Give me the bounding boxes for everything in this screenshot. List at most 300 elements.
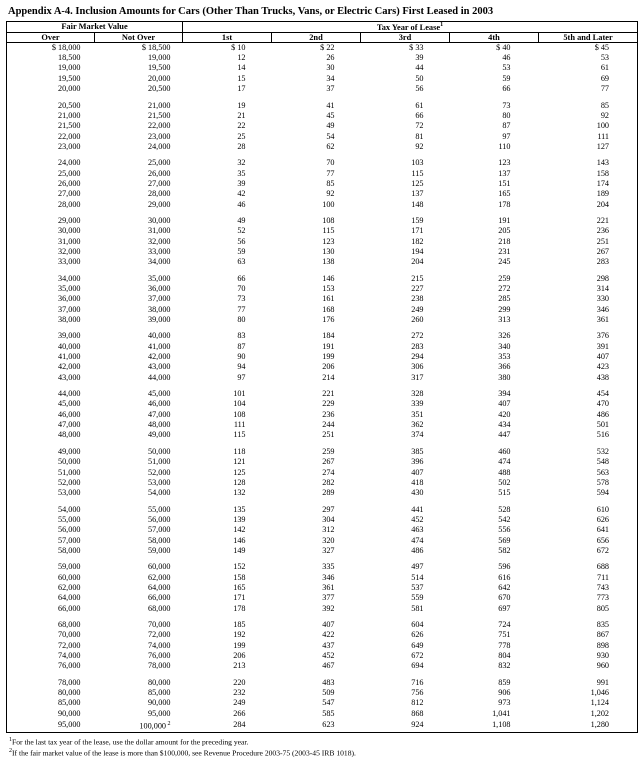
cell-year-4: 582: [498, 545, 511, 555]
cell-year-4: 137: [498, 168, 511, 178]
cell-over: 36,000: [7, 294, 95, 304]
footnote-2-marker: 2: [9, 748, 12, 755]
cell-year-1: 15: [237, 73, 246, 83]
cell-not-over: 45,000: [147, 389, 171, 399]
cell-year-2: 30: [326, 63, 335, 73]
cell-year-3: 272: [411, 331, 424, 341]
cell-year-3: 430: [411, 488, 424, 498]
header-over: Over: [7, 32, 95, 42]
cell-year-5: 283: [539, 257, 638, 267]
cell-year-4: 326: [498, 331, 511, 341]
table-row: [7, 274, 638, 284]
cell-year-1: 171: [233, 593, 246, 603]
cell-year-4: 447: [498, 430, 511, 440]
cell-year-4: 313: [498, 315, 511, 325]
cell-year-4: 231: [498, 246, 511, 256]
cell-not-over: 36,000: [147, 284, 171, 294]
cell-year-5: 361: [539, 315, 638, 325]
cell-over: 27,000: [7, 189, 95, 199]
cell-year-3: 559: [411, 593, 424, 603]
table-row: [7, 641, 638, 651]
cell-year-5: 298: [539, 274, 638, 284]
cell-year-5: 501: [539, 420, 638, 430]
cell-not-over: 49,000: [147, 430, 171, 440]
cell-year-5: 656: [539, 536, 638, 546]
cell-year-2: 161: [322, 294, 335, 304]
inclusion-amounts-table: [6, 21, 638, 733]
cell-year-2: 100: [322, 199, 335, 209]
cell-not-over: 78,000: [147, 661, 171, 671]
cell-year-3: $ 33: [409, 42, 424, 52]
cell-year-5: 610: [539, 505, 638, 515]
cell-not-over: 62,000: [147, 572, 171, 582]
cell-not-over: 66,000: [147, 593, 171, 603]
cell-year-5: 454: [539, 389, 638, 399]
cell-year-5: 1,202: [539, 709, 638, 719]
cell-year-1: 35: [237, 168, 246, 178]
cell-year-4: 859: [498, 677, 511, 687]
cell-not-over: $ 18,500: [141, 42, 171, 52]
table-row: [7, 410, 638, 420]
cell-over: 45,000: [7, 399, 95, 409]
cell-year-3: 537: [411, 582, 424, 592]
cell-year-3: 238: [411, 294, 424, 304]
cell-year-4: 474: [498, 457, 511, 467]
cell-not-over: 27,000: [147, 178, 171, 188]
cell-year-4: 46: [502, 53, 511, 63]
cell-year-4: 380: [498, 372, 511, 382]
cell-year-4: 80: [502, 110, 511, 120]
cell-year-2: 49: [326, 121, 335, 131]
table-body: [7, 42, 638, 732]
cell-year-3: 452: [411, 514, 424, 524]
table-row: [7, 525, 638, 535]
table-row: [7, 573, 638, 583]
cell-year-1: 232: [233, 688, 246, 698]
cell-year-2: 184: [322, 331, 335, 341]
cell-year-4: 515: [498, 488, 511, 498]
cell-year-3: 716: [411, 677, 424, 687]
cell-year-2: 320: [322, 535, 335, 545]
cell-year-4: 110: [498, 141, 511, 151]
cell-year-4: $ 40: [496, 42, 511, 52]
cell-year-1: 32: [237, 158, 246, 168]
table-row: [7, 216, 638, 226]
cell-year-5: 563: [539, 468, 638, 478]
cell-over: 70,000: [7, 630, 95, 640]
cell-year-5: $ 45: [539, 42, 638, 53]
cell-year-1: 135: [233, 504, 246, 514]
cell-over: 66,000: [7, 604, 95, 614]
cell-year-2: 483: [322, 677, 335, 687]
cell-not-over: 34,000: [147, 257, 171, 267]
cell-year-3: 159: [411, 215, 424, 225]
cell-not-over: 48,000: [147, 420, 171, 430]
cell-year-1: 73: [237, 294, 246, 304]
cell-year-3: 374: [411, 430, 424, 440]
cell-year-4: 165: [498, 189, 511, 199]
cell-year-1: 199: [233, 640, 246, 650]
table-row: [7, 562, 638, 572]
cell-year-3: 260: [411, 315, 424, 325]
cell-year-2: 361: [322, 582, 335, 592]
cell-over: 50,000: [7, 457, 95, 467]
cell-over: 44,000: [7, 389, 95, 399]
cell-year-2: 153: [322, 284, 335, 294]
cell-year-3: 306: [411, 362, 424, 372]
table-row: [7, 719, 638, 733]
cell-year-5: 743: [539, 583, 638, 593]
table-row: [7, 226, 638, 236]
cell-year-5: 672: [539, 546, 638, 556]
cell-year-4: 420: [498, 409, 511, 419]
cell-year-4: 151: [498, 178, 511, 188]
cell-year-1: 25: [237, 131, 246, 141]
cell-year-1: 101: [233, 389, 246, 399]
header-fair-market-value: Fair Market Value: [7, 22, 183, 33]
cell-over: 38,000: [7, 315, 95, 325]
table-row: [7, 294, 638, 304]
cell-year-2: 407: [322, 619, 335, 629]
cell-year-5: 92: [539, 111, 638, 121]
cell-year-3: 56: [415, 84, 424, 94]
cell-year-1: 28: [237, 141, 246, 151]
cell-not-over: 46,000: [147, 399, 171, 409]
cell-year-5: 111: [539, 132, 638, 142]
table-row: [7, 688, 638, 698]
cell-year-3: 50: [415, 73, 424, 83]
cell-not-over: 76,000: [147, 651, 171, 661]
table-row: [7, 373, 638, 383]
cell-not-over: 24,000: [147, 141, 171, 151]
cell-year-1: 213: [233, 661, 246, 671]
cell-year-3: 148: [411, 199, 424, 209]
cell-year-4: 778: [498, 640, 511, 650]
table-row: [7, 536, 638, 546]
cell-over: 76,000: [7, 661, 95, 671]
cell-year-4: 804: [498, 651, 511, 661]
table-row: [7, 284, 638, 294]
cell-year-5: 773: [539, 593, 638, 603]
cell-year-4: 299: [498, 304, 511, 314]
table-row: [7, 546, 638, 556]
cell-year-3: 294: [411, 352, 424, 362]
cell-year-1: 158: [233, 572, 246, 582]
cell-year-5: 688: [539, 562, 638, 572]
table-row: [7, 698, 638, 708]
table-row: [7, 352, 638, 362]
cell-year-4: 285: [498, 294, 511, 304]
cell-year-2: 34: [326, 73, 335, 83]
header-year-5-and-later: 5th and Later: [539, 32, 638, 42]
header-year-4: 4th: [450, 32, 539, 42]
table-row: [7, 488, 638, 498]
cell-year-4: 751: [498, 630, 511, 640]
cell-year-1: 149: [233, 545, 246, 555]
cell-over: 35,000: [7, 284, 95, 294]
cell-not-over: 19,500: [147, 63, 171, 73]
cell-year-2: 259: [322, 446, 335, 456]
table-row: [7, 331, 638, 341]
cell-year-2: 244: [322, 420, 335, 430]
cell-year-2: 623: [272, 719, 361, 733]
cell-year-1: 87: [237, 341, 246, 351]
cell-year-2: 176: [322, 315, 335, 325]
cell-year-3: 92: [415, 141, 424, 151]
cell-not-over: 43,000: [147, 362, 171, 372]
cell-year-1: 83: [237, 331, 246, 341]
cell-year-5: 548: [539, 457, 638, 467]
cell-year-5: 127: [539, 142, 638, 152]
table-row: [7, 505, 638, 515]
cell-year-4: 53: [502, 63, 511, 73]
cell-year-3: 66: [415, 110, 424, 120]
table-row: [7, 709, 638, 719]
cell-not-over: 72,000: [147, 630, 171, 640]
cell-year-2: 214: [322, 372, 335, 382]
cell-year-3: 362: [411, 420, 424, 430]
table-row: [7, 305, 638, 315]
cell-not-over: 20,500: [147, 84, 171, 94]
cell-year-1: 66: [237, 273, 246, 283]
cell-year-4: 366: [498, 362, 511, 372]
table-row: [7, 132, 638, 142]
cell-year-1: 90: [237, 352, 246, 362]
cell-year-5: 867: [539, 630, 638, 640]
cell-year-5: 835: [539, 620, 638, 630]
cell-year-2: 92: [326, 189, 335, 199]
cell-year-1: 249: [233, 698, 246, 708]
cell-over: 51,000: [7, 468, 95, 478]
cell-over: 34,000: [7, 274, 95, 284]
table-row: [7, 237, 638, 247]
cell-over: 90,000: [7, 709, 95, 719]
cell-year-5: 53: [539, 53, 638, 63]
cell-over: 53,000: [7, 488, 95, 498]
cell-not-over: 23,000: [147, 131, 171, 141]
cell-over: 20,500: [7, 101, 95, 111]
cell-year-1: 59: [237, 246, 246, 256]
cell-year-5: 516: [539, 430, 638, 440]
cell-not-over: 57,000: [147, 525, 171, 535]
cell-year-2: 168: [322, 304, 335, 314]
cell-year-1: $ 10: [231, 42, 246, 52]
cell-over: 24,000: [7, 158, 95, 168]
table-row: [7, 583, 638, 593]
cell-year-3: 227: [411, 284, 424, 294]
cell-year-5: 69: [539, 74, 638, 84]
cell-over: 26,000: [7, 179, 95, 189]
cell-over: 80,000: [7, 688, 95, 698]
cell-year-5: 204: [539, 200, 638, 210]
cell-year-3: 351: [411, 409, 424, 419]
header-year-2: 2nd: [272, 32, 361, 42]
cell-year-2: 509: [322, 688, 335, 698]
cell-not-over: 68,000: [147, 603, 171, 613]
cell-over: 23,000: [7, 142, 95, 152]
cell-not-over: 28,000: [147, 189, 171, 199]
cell-year-1: 178: [233, 603, 246, 613]
cell-year-4: 272: [498, 284, 511, 294]
cell-year-4: 340: [498, 341, 511, 351]
cell-year-5: 85: [539, 101, 638, 111]
cell-year-1: 94: [237, 362, 246, 372]
cell-over: 29,000: [7, 216, 95, 226]
cell-year-4: 542: [498, 514, 511, 524]
cell-year-5: 486: [539, 410, 638, 420]
cell-year-1: 80: [237, 315, 246, 325]
cell-year-5: 898: [539, 641, 638, 651]
cell-year-2: 392: [322, 603, 335, 613]
cell-year-4: 97: [502, 131, 511, 141]
cell-year-5: 189: [539, 189, 638, 199]
cell-over: 52,000: [7, 478, 95, 488]
cell-year-3: 385: [411, 446, 424, 456]
cell-not-over: 52,000: [147, 467, 171, 477]
cell-year-2: 191: [322, 341, 335, 351]
table-header-group-row: [7, 22, 638, 33]
table-row: [7, 399, 638, 409]
cell-over: 68,000: [7, 620, 95, 630]
cell-year-2: 77: [326, 168, 335, 178]
cell-year-1: 108: [233, 409, 246, 419]
cell-over: 46,000: [7, 410, 95, 420]
cell-year-1: 52: [237, 226, 246, 236]
table-row: [7, 515, 638, 525]
table-row: [7, 84, 638, 94]
cell-year-5: 641: [539, 525, 638, 535]
cell-year-5: 470: [539, 399, 638, 409]
cell-year-2: 236: [322, 409, 335, 419]
footnotes: [9, 736, 637, 758]
cell-year-5: 143: [539, 158, 638, 168]
cell-not-over: 74,000: [147, 640, 171, 650]
page-title: Appendix A-4. Inclusion Amounts for Cars (Other Than Trucks, Vans, or Electric Cars) First Leased in 2003: [8, 6, 494, 17]
cell-year-4: 670: [498, 593, 511, 603]
cell-not-over: 20,000: [147, 73, 171, 83]
cell-over: 64,000: [7, 593, 95, 603]
cell-year-3: 694: [411, 661, 424, 671]
cell-year-4: 434: [498, 420, 511, 430]
cell-over: 39,000: [7, 331, 95, 341]
cell-over: 58,000: [7, 546, 95, 556]
cell-year-4: 973: [498, 698, 511, 708]
cell-year-5: 346: [539, 305, 638, 315]
cell-year-5: 267: [539, 247, 638, 257]
cell-over: 56,000: [7, 525, 95, 535]
cell-year-1: 19: [237, 100, 246, 110]
cell-over: 62,000: [7, 583, 95, 593]
cell-not-over: 54,000: [147, 488, 171, 498]
table-row: [7, 661, 638, 671]
cell-year-2: 297: [322, 504, 335, 514]
cell-year-2: 251: [322, 430, 335, 440]
cell-not-over: 80,000: [147, 677, 171, 687]
table-row: [7, 111, 638, 121]
table-row: [7, 620, 638, 630]
cell-over: 25,000: [7, 169, 95, 179]
cell-year-5: 330: [539, 294, 638, 304]
cell-year-3: 812: [411, 698, 424, 708]
cell-year-3: 171: [411, 226, 424, 236]
cell-not-over: 56,000: [147, 514, 171, 524]
table-row: [7, 158, 638, 168]
cell-year-4: 1,041: [492, 708, 511, 718]
cell-over: 32,000: [7, 247, 95, 257]
cell-year-1: 14: [237, 63, 246, 73]
cell-year-5: 1,124: [539, 698, 638, 708]
cell-year-4: 245: [498, 257, 511, 267]
cell-year-5: 805: [539, 604, 638, 614]
cell-over: $ 18,000: [7, 42, 95, 53]
footnote-2: [9, 747, 637, 758]
table-row: [7, 189, 638, 199]
header-tax-year-footnote-marker: 1: [440, 22, 444, 28]
cell-year-1: 185: [233, 619, 246, 629]
cell-not-over: 44,000: [147, 372, 171, 382]
cell-not-over: 85,000: [147, 688, 171, 698]
cell-year-1: 146: [233, 535, 246, 545]
cell-not-over: 70,000: [147, 619, 171, 629]
cell-year-5: 391: [539, 342, 638, 352]
cell-year-4: 596: [498, 562, 511, 572]
cell-year-1: 77: [237, 304, 246, 314]
cell-year-4: 906: [498, 688, 511, 698]
cell-year-3: 39: [415, 53, 424, 63]
table-row: [7, 468, 638, 478]
cell-not-over: 59,000: [147, 545, 171, 555]
cell-year-2: 41: [326, 100, 335, 110]
cell-not-over: 30,000: [147, 215, 171, 225]
cell-year-5: 438: [539, 373, 638, 383]
cell-not-over: 90,000: [147, 698, 171, 708]
table-row: [7, 342, 638, 352]
header-tax-year-of-lease: [183, 22, 638, 33]
table-row: [7, 604, 638, 614]
cell-footnote-marker: 2: [166, 721, 171, 728]
cell-year-4: 59: [502, 73, 511, 83]
cell-year-3: 626: [411, 630, 424, 640]
table-row: [7, 430, 638, 440]
cell-year-1: 39: [237, 178, 246, 188]
cell-year-2: 422: [322, 630, 335, 640]
cell-year-1: 49: [237, 215, 246, 225]
cell-year-3: 137: [411, 189, 424, 199]
cell-not-over: 25,000: [147, 158, 171, 168]
footnote-1-marker: 1: [9, 737, 12, 744]
cell-year-4: 697: [498, 603, 511, 613]
cell-year-1: 284: [183, 719, 272, 733]
cell-year-3: 924: [361, 719, 450, 733]
cell-year-3: 418: [411, 477, 424, 487]
cell-year-4: 1,108: [450, 719, 539, 733]
cell-year-4: 353: [498, 352, 511, 362]
cell-year-3: 486: [411, 545, 424, 555]
cell-year-3: 474: [411, 535, 424, 545]
cell-year-2: 130: [322, 246, 335, 256]
cell-over: 59,000: [7, 562, 95, 572]
cell-year-4: 87: [502, 121, 511, 131]
cell-year-2: 37: [326, 84, 335, 94]
cell-year-5: 626: [539, 515, 638, 525]
cell-not-over: 31,000: [147, 226, 171, 236]
cell-year-3: 61: [415, 100, 424, 110]
cell-not-over: 95,000: [147, 708, 171, 718]
cell-over: 48,000: [7, 430, 95, 440]
cell-year-3: 81: [415, 131, 424, 141]
cell-not-over: 22,000: [147, 121, 171, 131]
cell-year-5: 1,280: [539, 719, 638, 733]
